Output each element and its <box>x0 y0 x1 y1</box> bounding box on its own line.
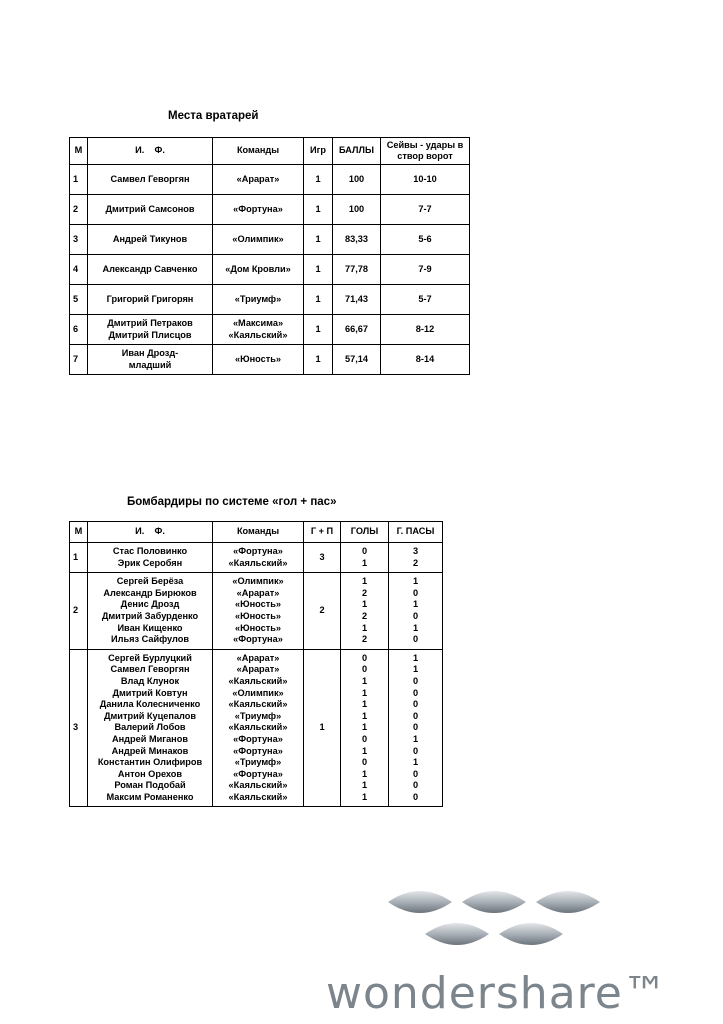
points-cell: 57,14 <box>333 345 381 375</box>
place-cell: 6 <box>70 315 88 345</box>
player-name: Александр Бирюков <box>103 587 197 598</box>
player-team: «Каяльский» <box>228 791 288 802</box>
team-cell-line: «Арарат» <box>236 173 280 184</box>
player-goals: 1 <box>361 780 368 791</box>
player-team: «Юность» <box>235 622 281 633</box>
player-name: Самвел Геворгян <box>110 664 190 675</box>
player-assists: 1 <box>412 599 419 610</box>
player-team: «Юность» <box>235 610 281 621</box>
scorers-table <box>69 521 443 807</box>
player-assists: 1 <box>412 652 419 663</box>
table-row <box>70 195 470 225</box>
place-cell: 2 <box>70 195 88 225</box>
col-header-name: И. Ф. <box>88 522 213 543</box>
col-header-assists: Г. ПАСЫ <box>389 522 443 543</box>
col-header-team: Команды <box>213 522 304 543</box>
place-cell: 3 <box>70 649 88 807</box>
player-goals: 2 <box>361 610 368 621</box>
table-row <box>70 573 443 650</box>
player-name: Дмитрий Забурденко <box>101 610 199 621</box>
col-header-place: М <box>70 138 88 165</box>
player-team: «Триумф» <box>234 710 282 721</box>
player-team: «Триумф» <box>234 757 282 768</box>
player-goals: 1 <box>361 675 368 686</box>
scorers-title: Бомбардиры по системе «гол + пас» <box>127 496 337 508</box>
points-cell: 100 <box>333 195 381 225</box>
player-goals: 1 <box>361 791 368 802</box>
team-cell <box>213 285 304 315</box>
player-goals: 1 <box>361 599 368 610</box>
player-assists: 0 <box>412 780 419 791</box>
player-goals: 2 <box>361 587 368 598</box>
col-header-points: БАЛЛЫ <box>333 138 381 165</box>
points-cell: 71,43 <box>333 285 381 315</box>
name-cell-line: Дмитрий Плисцов <box>108 329 192 340</box>
col-header-team: Команды <box>213 138 304 165</box>
saves-cell: 8-12 <box>381 315 470 345</box>
player-assists: 1 <box>412 664 419 675</box>
goalkeepers-table <box>69 137 470 375</box>
games-cell: 1 <box>304 195 333 225</box>
team-cell <box>213 225 304 255</box>
place-cell: 5 <box>70 285 88 315</box>
name-cell <box>88 165 213 195</box>
table-row <box>70 225 470 255</box>
goals-cell <box>341 573 389 650</box>
total-cell: 2 <box>304 573 341 650</box>
player-name: Иван Кищенко <box>117 622 183 633</box>
player-assists: 2 <box>412 557 419 568</box>
team-cell <box>213 649 304 807</box>
name-cell <box>88 195 213 225</box>
player-name: Роман Подобай <box>114 780 186 791</box>
player-assists: 0 <box>412 791 419 802</box>
player-goals: 1 <box>361 722 368 733</box>
col-header-total: Г + П <box>304 522 341 543</box>
team-cell <box>213 573 304 650</box>
saves-cell: 5-6 <box>381 225 470 255</box>
player-name: Валерий Лобов <box>114 722 186 733</box>
saves-cell: 10-10 <box>381 165 470 195</box>
games-cell: 1 <box>304 285 333 315</box>
player-team: «Каяльский» <box>228 675 288 686</box>
place-cell: 4 <box>70 255 88 285</box>
player-goals: 2 <box>361 634 368 645</box>
player-team: «Арарат» <box>236 652 280 663</box>
points-cell: 66,67 <box>333 315 381 345</box>
wordmark: wondershare™ <box>326 968 668 1014</box>
player-name: Эрик Серобян <box>117 557 183 568</box>
player-assists: 0 <box>412 768 419 779</box>
goalkeepers-body <box>70 165 470 375</box>
assists-cell <box>389 543 443 573</box>
col-header-saves: Сейвы - удары в створ ворот <box>381 138 470 165</box>
table-row <box>70 315 470 345</box>
team-cell <box>213 345 304 375</box>
games-cell: 1 <box>304 165 333 195</box>
points-cell: 77,78 <box>333 255 381 285</box>
name-cell-line: Самвел Геворгян <box>110 173 190 184</box>
team-cell-line: «Олимпик» <box>232 233 284 244</box>
name-cell <box>88 255 213 285</box>
name-cell-line: Дмитрий Самсонов <box>105 203 195 214</box>
player-goals: 1 <box>361 768 368 779</box>
team-cell <box>213 255 304 285</box>
place-cell: 7 <box>70 345 88 375</box>
name-cell-line: Дмитрий Петраков <box>107 317 193 328</box>
points-cell: 100 <box>333 165 381 195</box>
player-goals: 1 <box>361 710 368 721</box>
team-cell-line: «Юность» <box>235 353 281 364</box>
games-cell: 1 <box>304 315 333 345</box>
assists-cell <box>389 649 443 807</box>
player-assists: 0 <box>412 587 419 598</box>
player-name: Стас Половинко <box>112 546 188 556</box>
name-cell <box>88 315 213 345</box>
player-goals: 0 <box>361 652 368 663</box>
points-cell: 83,33 <box>333 225 381 255</box>
player-assists: 1 <box>412 622 419 633</box>
player-assists: 0 <box>412 675 419 686</box>
name-cell-line: Григорий Григорян <box>106 293 194 304</box>
player-assists: 1 <box>412 733 419 744</box>
place-cell: 1 <box>70 165 88 195</box>
name-cell <box>88 285 213 315</box>
player-team: «Фортуна» <box>233 634 283 645</box>
player-name: Дмитрий Куцепалов <box>103 710 197 721</box>
name-cell <box>88 225 213 255</box>
table-row <box>70 255 470 285</box>
scorers-body <box>70 543 443 807</box>
games-cell: 1 <box>304 225 333 255</box>
player-team: «Фортуна» <box>233 768 283 779</box>
gem-icon <box>388 891 600 945</box>
player-team: «Олимпик» <box>232 576 284 587</box>
player-assists: 3 <box>412 546 419 556</box>
col-header-goals: ГОЛЫ <box>341 522 389 543</box>
player-assists: 1 <box>412 576 419 587</box>
player-name: Константин Олифиров <box>97 757 203 768</box>
table-row <box>70 543 443 573</box>
player-team: «Олимпик» <box>232 687 284 698</box>
player-team: «Фортуна» <box>233 733 283 744</box>
player-team: «Фортуна» <box>233 546 283 556</box>
player-goals: 1 <box>361 699 368 710</box>
name-cell-line: Андрей Тикунов <box>112 233 188 244</box>
player-goals: 0 <box>361 757 368 768</box>
col-header-games: Игр <box>304 138 333 165</box>
team-cell <box>213 165 304 195</box>
player-name: Дмитрий Ковтун <box>112 687 188 698</box>
team-cell-line: «Дом Кровли» <box>225 263 291 274</box>
name-cell <box>88 649 213 807</box>
player-assists: 0 <box>412 710 419 721</box>
player-goals: 1 <box>361 557 368 568</box>
saves-cell: 7-9 <box>381 255 470 285</box>
total-cell: 1 <box>304 649 341 807</box>
name-cell-line: младший <box>128 359 172 370</box>
col-header-name: И. Ф. <box>88 138 213 165</box>
games-cell: 1 <box>304 345 333 375</box>
player-assists: 0 <box>412 687 419 698</box>
table-row <box>70 285 470 315</box>
goals-cell <box>341 543 389 573</box>
saves-cell: 7-7 <box>381 195 470 225</box>
name-cell <box>88 543 213 573</box>
player-name: Денис Дрозд <box>120 599 180 610</box>
player-goals: 0 <box>361 664 368 675</box>
player-goals: 0 <box>361 546 368 556</box>
assists-cell <box>389 573 443 650</box>
player-goals: 1 <box>361 745 368 756</box>
team-cell-line: «Фортуна» <box>233 203 283 214</box>
name-cell-line: Александр Савченко <box>102 263 198 274</box>
player-name: Сергей Берёза <box>116 576 184 587</box>
goals-cell <box>341 649 389 807</box>
team-cell-line: «Каяльский» <box>228 329 288 340</box>
player-assists: 0 <box>412 634 419 645</box>
saves-cell: 5-7 <box>381 285 470 315</box>
table-row <box>70 165 470 195</box>
col-header-place: М <box>70 522 88 543</box>
wondershare-logo <box>322 884 702 1014</box>
name-cell <box>88 573 213 650</box>
name-cell-line: Иван Дрозд- <box>121 347 179 358</box>
team-cell <box>213 195 304 225</box>
place-cell: 2 <box>70 573 88 650</box>
player-assists: 0 <box>412 610 419 621</box>
goalkeepers-title: Места вратарей <box>168 110 259 122</box>
player-assists: 0 <box>412 722 419 733</box>
player-name: Андрей Миганов <box>112 733 188 744</box>
place-cell: 3 <box>70 225 88 255</box>
player-assists: 0 <box>412 699 419 710</box>
player-team: «Арарат» <box>236 664 280 675</box>
table-row <box>70 345 470 375</box>
player-team: «Арарат» <box>236 587 280 598</box>
player-team: «Фортуна» <box>233 745 283 756</box>
player-name: Максим Романенко <box>106 791 194 802</box>
player-goals: 0 <box>361 733 368 744</box>
team-cell-line: «Максима» <box>232 317 284 328</box>
team-cell <box>213 543 304 573</box>
player-goals: 1 <box>361 622 368 633</box>
player-name: Влад Клунок <box>120 675 180 686</box>
name-cell <box>88 345 213 375</box>
player-assists: 0 <box>412 745 419 756</box>
total-cell: 3 <box>304 543 341 573</box>
player-name: Ильяз Сайфулов <box>111 634 189 645</box>
games-cell: 1 <box>304 255 333 285</box>
player-team: «Каяльский» <box>228 557 288 568</box>
player-team: «Каяльский» <box>228 722 288 733</box>
player-goals: 1 <box>361 576 368 587</box>
table-row <box>70 649 443 807</box>
saves-cell: 8-14 <box>381 345 470 375</box>
player-name: Данила Колесниченко <box>99 699 201 710</box>
player-goals: 1 <box>361 687 368 698</box>
goalkeepers-header-row <box>70 138 470 165</box>
team-cell <box>213 315 304 345</box>
player-name: Антон Орехов <box>117 768 183 779</box>
player-team: «Каяльский» <box>228 699 288 710</box>
player-assists: 1 <box>412 757 419 768</box>
place-cell: 1 <box>70 543 88 573</box>
player-name: Андрей Минаков <box>111 745 189 756</box>
player-name: Сергей Бурлуцкий <box>108 652 192 663</box>
team-cell-line: «Триумф» <box>234 293 282 304</box>
player-team: «Каяльский» <box>228 780 288 791</box>
scorers-header-row <box>70 522 443 543</box>
player-team: «Юность» <box>235 599 281 610</box>
